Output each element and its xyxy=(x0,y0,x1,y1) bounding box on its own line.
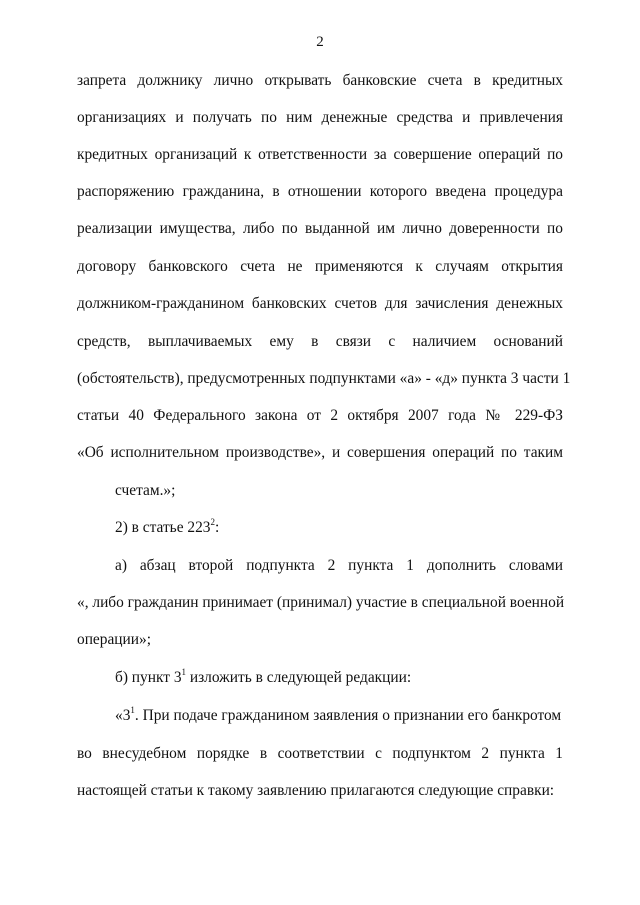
paragraph-line: запрета должнику лично открывать банковские счета в кредитных xyxy=(77,72,563,89)
paragraph-line: средств, выплачиваемых ему в связи с наличием оснований xyxy=(77,333,563,350)
paragraph-line: счетам.»; xyxy=(115,482,176,499)
quote-first-line xyxy=(115,706,563,726)
paragraph-line: договору банковского счета не применяются к случаям открытия xyxy=(77,258,563,275)
paragraph-line: кредитных организаций к ответственности за совершение операций по xyxy=(77,146,563,163)
quote-line: настоящей статьи к такому заявлению прилагаются следующие справки: xyxy=(77,782,555,799)
item-b-post: изложить в следующей редакции: xyxy=(186,669,412,686)
item-a-line: операции»; xyxy=(77,631,151,648)
item-2-text: 2) в статье 223 xyxy=(115,519,211,536)
item-2-heading xyxy=(115,518,563,538)
quote-pre: «3 xyxy=(115,707,131,724)
paragraph-line: статьи 40 Федерального закона от 2 октября 2007 года № 229-ФЗ xyxy=(77,407,563,424)
quote-post: . При подаче гражданином заявления о признании его банкротом xyxy=(134,707,562,724)
paragraph-line: организациях и получать по ним денежные средства и привлечения xyxy=(77,109,563,126)
paragraph-line: распоряжению гражданина, в отношении которого введена процедура xyxy=(77,183,563,200)
item-b-heading xyxy=(115,668,563,688)
paragraph-line: должником-гражданином банковских счетов для зачисления денежных xyxy=(77,295,563,312)
item-b-pre: б) пункт 3 xyxy=(115,669,182,686)
page-number: 2 xyxy=(316,34,324,50)
quote-line: во внесудебном порядке в соответствии с подпунктом 2 пункта 1 xyxy=(77,745,563,762)
item-2-superscript: 2 xyxy=(210,516,215,527)
quote-superscript: 1 xyxy=(130,704,135,715)
item-a-line: а) абзац второй подпункта 2 пункта 1 дополнить словами xyxy=(115,557,563,574)
paragraph-line: (обстоятельств), предусмотренных подпунктами «а» - «д» пункта 3 части 1 xyxy=(77,370,571,387)
paragraph-line: «Об исполнительном производстве», и совершения операций по таким xyxy=(77,444,563,461)
item-a-line: «, либо гражданин принимает (принимал) участие в специальной военной xyxy=(77,594,565,611)
item-b-superscript: 1 xyxy=(181,666,187,677)
item-2-tail: : xyxy=(214,519,220,536)
paragraph-line: реализации имущества, либо по выданной им лично доверенности по xyxy=(77,220,563,237)
